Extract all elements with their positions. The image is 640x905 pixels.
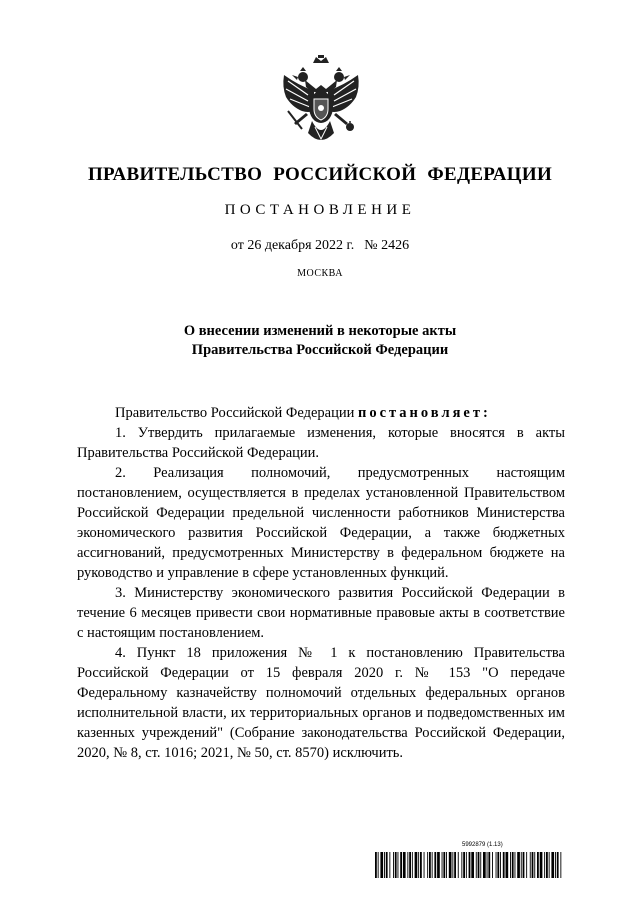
russian-coat-of-arms-icon	[278, 55, 364, 155]
paragraph-2: 2. Реализация полномочий, предусмотренных настоящим постановлением, осуществляется в пределах установленной Правительством Российской Федерации предельной численности работников Министерства экономического развития Российской Федерации, а также бюджетных ассигнований, предусмотренных Министерству в федеральном бюджете на руководство и управление в сфере установленных функций.	[77, 465, 565, 581]
barcode-icon	[375, 852, 563, 878]
document-subject	[0, 322, 640, 360]
serial-number: 5992879 (1.13)	[462, 842, 503, 848]
intro-verb: постановляет:	[357, 405, 491, 421]
government-title: ПРАВИТЕЛЬСТВО РОССИЙСКОЙ ФЕДЕРАЦИИ	[87, 164, 553, 185]
document-date: от 26 декабря 2022 г.	[230, 238, 355, 253]
paragraph-1: 1. Утвердить прилагаемые изменения, которые вносятся в акты Правительства Российской Федерации.	[77, 425, 565, 461]
subject-line-1: О внесении изменений в некоторые акты	[183, 323, 457, 339]
city: МОСКВА	[297, 268, 343, 279]
document-number: № 2426	[364, 238, 410, 253]
intro-text: Правительство Российской Федерации	[115, 405, 355, 421]
subject-line-2: Правительства Российской Федерации	[191, 342, 449, 358]
document-date-line	[0, 238, 640, 254]
document-type: ПОСТАНОВЛЕНИЕ	[224, 202, 416, 218]
intro-paragraph	[77, 403, 565, 423]
paragraph-3: 3. Министерству экономического развития Российской Федерации в течение 6 месяцев привести свои нормативные правовые акты в соответствие с настоящим постановлением.	[77, 585, 565, 641]
document-body	[77, 403, 565, 763]
paragraph-4: 4. Пункт 18 приложения № 1 к постановлению Правительства Российской Федерации от 15 февраля 2020 г. № 153 "О передаче Федеральному казначейству полномочий отдельных федеральных органов исполнительной власти, их территориальных органов и подведомственных им казенных учреждений" (Собрание законодательства Российской Федерации, 2020, № 8, ст. 1016; 2021, № 50, ст. 8570) исключить.	[77, 645, 565, 761]
